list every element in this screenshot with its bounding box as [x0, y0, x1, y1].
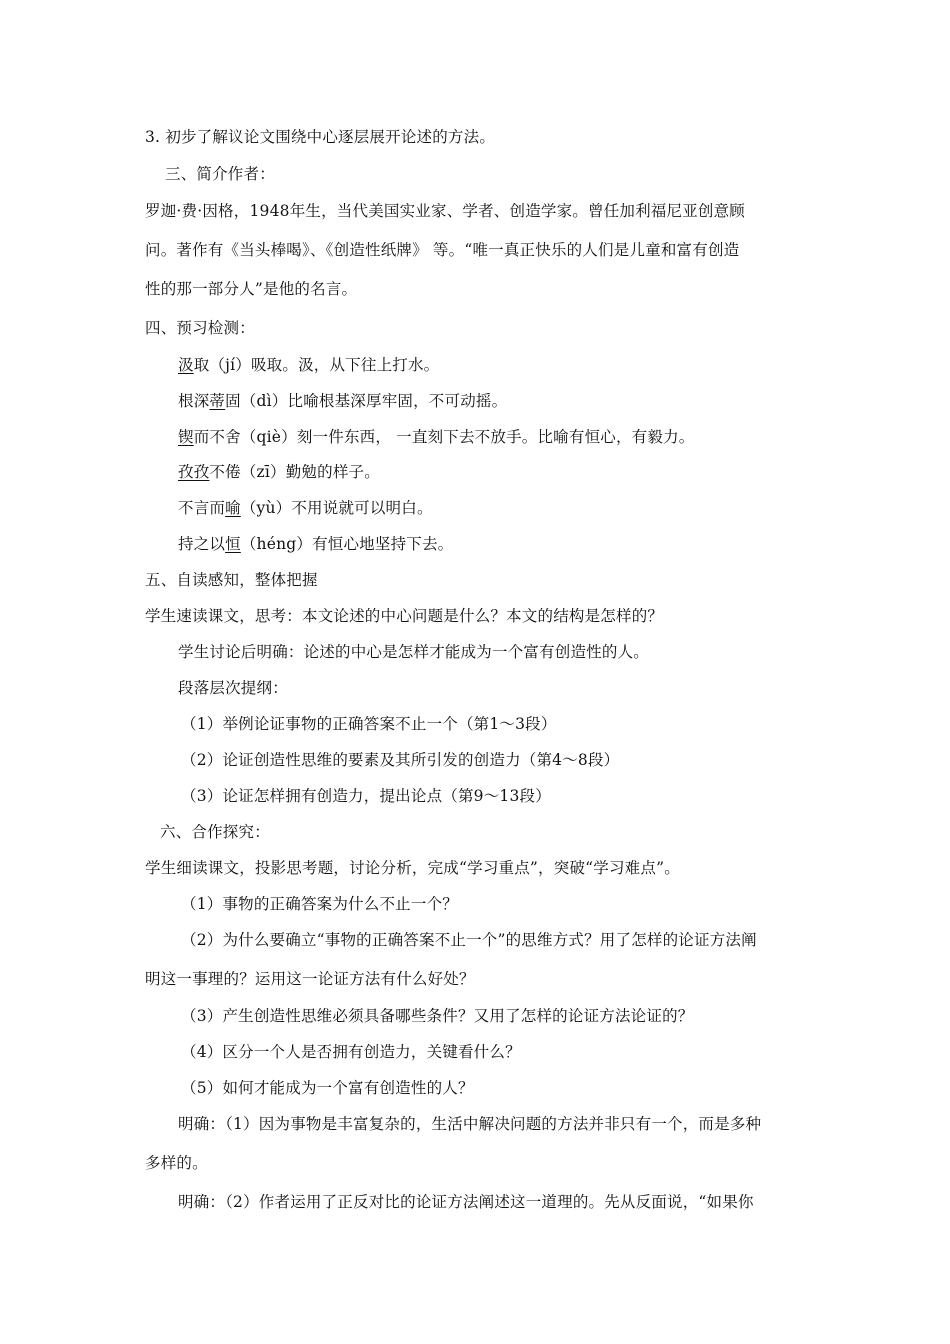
answer-line-continued: 多样的。 — [145, 1154, 208, 1172]
explore-task: 学生细读课文，投影思考题，讨论分析，完成“学习重点”，突破“学习难点”。 — [145, 859, 680, 877]
section-heading-reading: 五、自读感知，整体把握 — [145, 571, 318, 589]
author-paragraph-line: 性的那一部分人”是他的名言。 — [145, 280, 358, 298]
vocab-item: 孜孜不倦（zī）勤勉的样子。 — [178, 463, 380, 481]
vocab-item: 汲取（jí）吸取。汲，从下往上打水。 — [178, 356, 440, 374]
reading-task: 学生速读课文，思考：本文论述的中心问题是什么？本文的结构是怎样的？ — [145, 607, 664, 625]
outline-heading: 段落层次提纲： — [178, 679, 288, 697]
question-item-continued: 明这一事理的？运用这一论证方法有什么好处？ — [145, 970, 475, 988]
section-heading-explore: 六、合作探究： — [160, 823, 270, 841]
answer-line: 明确：（2）作者运用了正反对比的论证方法阐述这一道理的。先从反面说，“如果你 — [178, 1193, 754, 1211]
objective-3: 3. 初步了解议论文围绕中心逐层展开论述的方法。 — [145, 128, 496, 146]
question-item: （3）产生创造性思维必须具备哪些条件？又用了怎样的论证方法论证的？ — [181, 1007, 694, 1025]
vocab-item: 根深蒂固（dì）比喻根基深厚牢固，不可动摇。 — [178, 392, 508, 410]
author-paragraph-line: 问。著作有《当头棒喝》、《创造性纸牌》 等。“唯一真正快乐的人们是儿童和富有创造 — [145, 241, 740, 259]
vocab-item: 持之以恒（héng）有恒心地坚持下去。 — [178, 535, 454, 553]
section-heading-author: 三、简介作者： — [165, 165, 275, 183]
vocab-item: 锲而不舍（qiè）刻一件东西， 一直刻下去不放手。比喻有恒心，有毅力。 — [178, 428, 695, 446]
section-heading-preview: 四、预习检测： — [145, 319, 255, 337]
question-item: （1）事物的正确答案为什么不止一个？ — [181, 895, 458, 913]
reading-answer: 学生讨论后明确：论述的中心是怎样才能成为一个富有创造性的人。 — [178, 643, 650, 661]
question-item: （4）区分一个人是否拥有创造力，关键看什么？ — [181, 1043, 521, 1061]
author-paragraph-line: 罗迦·费·因格，1948年生，当代美国实业家、学者、创造学家。曾任加利福尼亚创意顾 — [145, 202, 746, 220]
question-item: （2）为什么要确立“事物的正确答案不止一个”的思维方式？用了怎样的论证方法阐 — [181, 931, 757, 949]
question-item: （5）如何才能成为一个富有创造性的人？ — [181, 1079, 474, 1097]
answer-line: 明确：（1）因为事物是丰富复杂的，生活中解决问题的方法并非只有一个，而是多种 — [178, 1115, 762, 1133]
outline-item: （2）论证创造性思维的要素及其所引发的创造力（第4～8段） — [181, 751, 620, 769]
outline-item: （3）论证怎样拥有创造力，提出论点（第9～13段） — [181, 787, 551, 805]
outline-item: （1）举例论证事物的正确答案不止一个（第1～3段） — [181, 715, 557, 733]
vocab-item: 不言而喻（yù）不用说就可以明白。 — [178, 499, 433, 517]
